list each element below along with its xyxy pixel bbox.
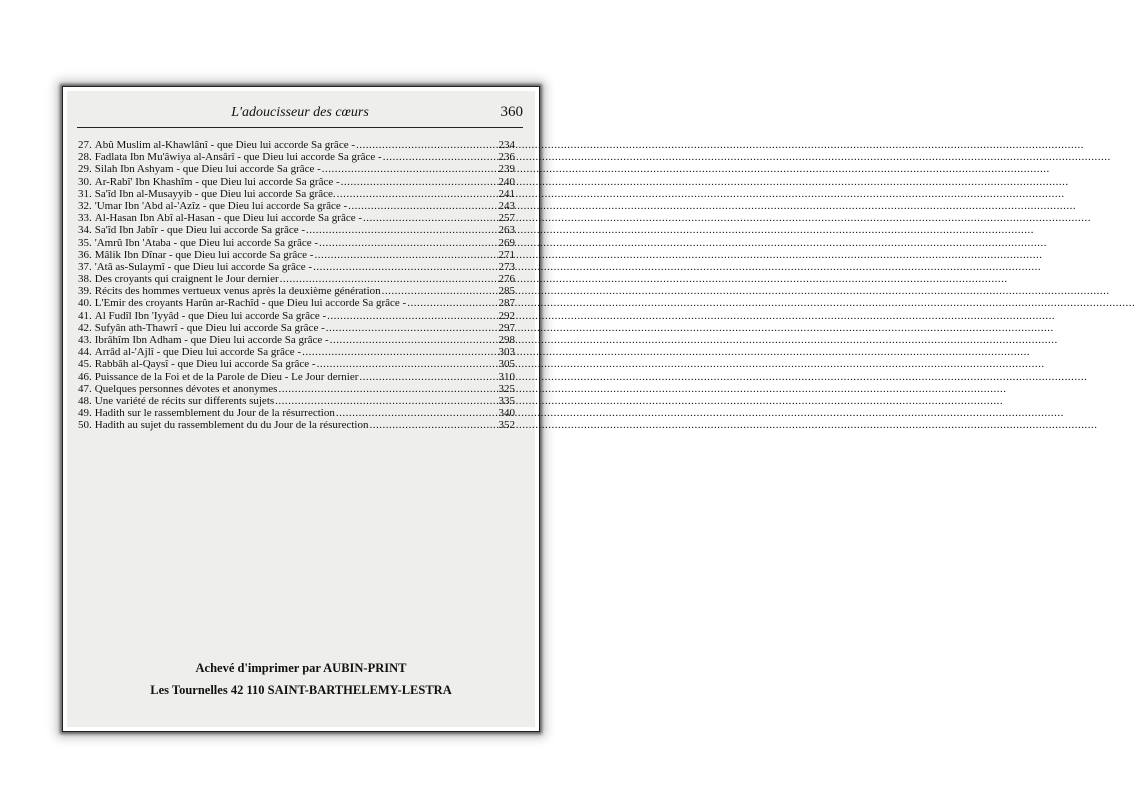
toc-entry <box>78 407 515 419</box>
toc-entry-title: Fadlata Ibn Mu'âwiya al-Ansârî - que Dieu lui accorde Sa grâce - <box>94 151 382 164</box>
dot-leader <box>322 163 498 175</box>
toc-entry-title: Abû Muslim al-Khawlânî - que Dieu lui accorde Sa grâce - <box>94 139 355 151</box>
toc-entry-title: Des croyants qui craignent le Jour dernier <box>94 273 279 286</box>
toc-entry-title: Al-Hasan Ibn Abî al-Hasan - que Dieu lui accorde Sa grâce - <box>94 212 363 225</box>
toc-entry <box>78 224 515 236</box>
running-title: L'adoucisseur des cœurs <box>231 105 369 120</box>
toc-entry-title: L'Emir des croyants Harûn ar-Rachîd - que Dieu lui accorde Sa grâce - <box>94 297 407 310</box>
toc-entry-title: Une variété de récits sur differents sujets <box>94 394 275 407</box>
dot-leader <box>383 151 498 163</box>
printer-colophon <box>67 657 535 701</box>
dot-leader <box>337 188 498 200</box>
toc-entry-number: 50. <box>78 419 92 432</box>
toc-entry-title: Ibrâhîm Ibn Adham - que Dieu lui accorde Sa grâce - <box>94 334 329 346</box>
toc-entry-page: 325 <box>498 382 515 395</box>
toc-entry <box>78 249 515 261</box>
toc-entry-number: 32. <box>78 199 92 212</box>
toc-entry-number: 47. <box>78 382 92 395</box>
page-header <box>77 105 523 128</box>
dot-leader <box>336 407 498 419</box>
toc-entry-page: 263 <box>498 224 515 237</box>
toc-entry <box>78 395 515 407</box>
toc-entry-page: 352 <box>498 419 515 432</box>
toc-entry-page: 240 <box>498 175 515 188</box>
toc-entry <box>78 151 515 163</box>
toc-entry-page: 243 <box>498 199 515 212</box>
toc-entry-page: 285 <box>498 285 515 298</box>
dot-leader <box>275 395 497 407</box>
dot-leader <box>330 334 498 346</box>
toc-entry-number: 33. <box>78 212 92 225</box>
toc-entry-number: 45. <box>78 358 92 371</box>
toc-entry-number: 29. <box>78 163 92 176</box>
toc-entry-page: 241 <box>498 187 515 200</box>
toc-entry-title: Récits des hommes vertueux venus après la deuxième génération <box>94 285 381 298</box>
dot-leader <box>369 419 497 431</box>
toc-entry-page: 234 <box>498 139 515 151</box>
dot-leader <box>306 224 497 236</box>
toc-entry <box>78 237 515 249</box>
toc-entry <box>78 383 515 395</box>
toc-entry-number: 31. <box>78 187 92 200</box>
toc-entry-page: 239 <box>498 163 515 176</box>
dot-leader <box>341 176 498 188</box>
toc-entry <box>78 297 515 309</box>
toc-entry-page: 298 <box>498 334 515 346</box>
dot-leader <box>319 237 497 249</box>
toc-entry-page: 273 <box>498 260 515 273</box>
toc-entry-number: 28. <box>78 151 92 164</box>
toc-entry <box>78 176 515 188</box>
table-of-contents <box>78 139 515 432</box>
toc-entry-title: Sa'îd Ibn al-Musayyib - que Dieu lui accorde Sa grâce. <box>94 187 336 200</box>
dot-leader <box>359 371 497 383</box>
toc-entry-number: 27. <box>78 139 92 151</box>
toc-entry-page: 310 <box>498 370 515 383</box>
toc-entry-number: 39. <box>78 285 92 298</box>
toc-entry-title: Hadith sur le rassemblement du Jour de la résurrection <box>94 407 335 420</box>
toc-entry <box>78 346 515 358</box>
toc-entry-title: 'Umar Ibn 'Abd al-'Azîz - que Dieu lui accorde Sa grâce - <box>94 199 348 212</box>
toc-entry-page: 236 <box>498 151 515 164</box>
toc-entry <box>78 285 515 297</box>
dot-leader <box>356 139 498 151</box>
toc-entry <box>78 371 515 383</box>
toc-entry <box>78 322 515 334</box>
colophon-address-line: Les Tournelles 42 110 SAINT-BARTHELEMY-LESTRA <box>150 683 452 697</box>
toc-entry <box>78 139 515 151</box>
toc-entry <box>78 419 515 431</box>
toc-entry-number: 46. <box>78 370 92 383</box>
toc-entry-number: 38. <box>78 273 92 286</box>
toc-entry-number: 30. <box>78 175 92 188</box>
toc-entry-number: 42. <box>78 321 92 334</box>
toc-entry-title: Arrâd al-'Ajlî - que Dieu lui accorde Sa grâce - <box>94 346 302 359</box>
dot-leader <box>313 261 497 273</box>
book-page <box>67 91 535 727</box>
toc-entry-title: 'Amrû Ibn 'Ataba - que Dieu lui accorde Sa grâce - <box>94 236 319 249</box>
dot-leader <box>326 322 498 334</box>
toc-entry-number: 44. <box>78 346 92 359</box>
toc-entry-title: Ar-Rabî' Ibn Khashîm - que Dieu lui accorde Sa grâce - <box>94 175 340 188</box>
toc-entry <box>78 212 515 224</box>
dot-leader <box>407 297 497 309</box>
dot-leader <box>314 249 497 261</box>
toc-entry-number: 37. <box>78 260 92 273</box>
toc-entry-title: Sufyân ath-Thawrî - que Dieu lui accorde Sa grâce - <box>94 321 325 334</box>
toc-entry-page: 297 <box>498 321 515 334</box>
toc-entry-title: Al Fudîl Ibn 'Iyyâd - que Dieu lui accorde Sa grâce - <box>94 309 327 322</box>
colophon-printer-line: Achevé d'imprimer par AUBIN-PRINT <box>195 661 407 675</box>
toc-entry-title: Silah Ibn Ashyam - que Dieu lui accorde Sa grâce - <box>94 163 321 176</box>
dot-leader <box>363 212 497 224</box>
toc-entry-title: Puissance de la Foi et de la Parole de Dieu - Le Jour dernier <box>94 370 359 383</box>
toc-entry-page: 276 <box>498 273 515 286</box>
toc-entry-title: Hadith au sujet du rassemblement du du Jour de la résurection <box>94 419 369 432</box>
toc-entry <box>78 188 515 200</box>
toc-entry-title: Mâlik Ibn Dînar - que Dieu lui accorde Sa grâce - <box>94 248 314 261</box>
toc-entry-number: 36. <box>78 248 92 261</box>
toc-entry-page: 257 <box>498 212 515 225</box>
dot-leader <box>317 358 498 370</box>
toc-entry-page: 271 <box>498 248 515 261</box>
toc-entry <box>78 273 515 285</box>
toc-entry-title: Quelques personnes dévotes et anonymes <box>94 382 278 395</box>
toc-entry-number: 49. <box>78 407 92 420</box>
toc-entry-page: 335 <box>498 394 515 407</box>
toc-entry-page: 287 <box>498 297 515 310</box>
toc-entry-title: Rabbâh al-Qaysî - que Dieu lui accorde Sa grâce - <box>94 358 316 371</box>
page-number: 360 <box>500 104 523 120</box>
toc-entry-number: 43. <box>78 334 92 346</box>
toc-entry-title: 'Atâ as-Sulaymî - que Dieu lui accorde Sa grâce - <box>94 260 313 273</box>
toc-entry-page: 269 <box>498 236 515 249</box>
dot-leader <box>302 346 497 358</box>
toc-entry-number: 34. <box>78 224 92 237</box>
toc-entry <box>78 310 515 322</box>
toc-entry-title: Sa'îd Ibn Jabîr - que Dieu lui accorde Sa grâce - <box>94 224 306 237</box>
toc-entry <box>78 163 515 175</box>
toc-entry-page: 303 <box>498 346 515 359</box>
toc-entry <box>78 261 515 273</box>
toc-entry-number: 41. <box>78 309 92 322</box>
dot-leader <box>348 200 497 212</box>
toc-entry <box>78 200 515 212</box>
toc-entry <box>78 358 515 370</box>
toc-entry <box>78 334 515 346</box>
toc-entry-page: 305 <box>498 358 515 371</box>
toc-entry-page: 292 <box>498 309 515 322</box>
dot-leader <box>280 273 498 285</box>
toc-entry-number: 40. <box>78 297 92 310</box>
dot-leader <box>382 285 498 297</box>
toc-entry-number: 35. <box>78 236 92 249</box>
toc-entry-number: 48. <box>78 394 92 407</box>
page-photo-frame <box>62 86 540 732</box>
toc-entry-page: 340 <box>498 407 515 420</box>
dot-leader <box>327 310 497 322</box>
dot-leader <box>278 383 497 395</box>
